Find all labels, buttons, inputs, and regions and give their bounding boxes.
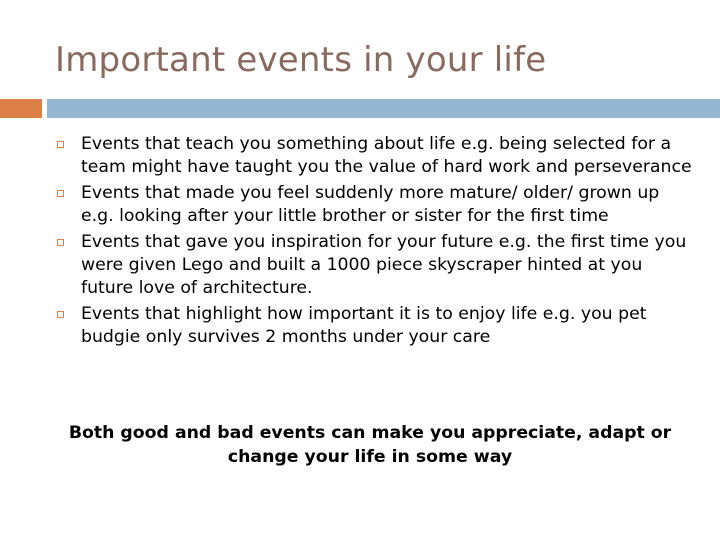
hollow-square-bullet-icon xyxy=(57,311,64,318)
bullet-list xyxy=(56,133,696,352)
slide-title: Important events in your life xyxy=(55,40,547,80)
closing-statement: Both good and bad events can make you appreciate, adapt or change your life in some way xyxy=(68,423,672,467)
bullet-text: Events that teach you something about life e.g. being selected for a team might have taught you the value of hard work and perseverance xyxy=(81,134,692,177)
list-item xyxy=(56,303,696,349)
hollow-square-bullet-icon xyxy=(57,239,64,246)
list-item xyxy=(56,231,696,300)
list-item xyxy=(56,133,696,179)
bullet-text: Events that gave you inspiration for your future e.g. the first time you were given Lego and built a 1000 piece skyscraper hinted at you future love of architecture. xyxy=(81,232,687,298)
bullet-text: Events that highlight how important it is to enjoy life e.g. you pet budgie only survives 2 months under your care xyxy=(81,304,647,347)
list-item xyxy=(56,182,696,228)
accent-bar-right xyxy=(47,99,720,118)
hollow-square-bullet-icon xyxy=(57,190,64,197)
bullet-text: Events that made you feel suddenly more mature/ older/ grown up e.g. looking after your little brother or sister for the first time xyxy=(81,183,660,226)
hollow-square-bullet-icon xyxy=(57,141,64,148)
accent-bar-left xyxy=(0,99,42,118)
